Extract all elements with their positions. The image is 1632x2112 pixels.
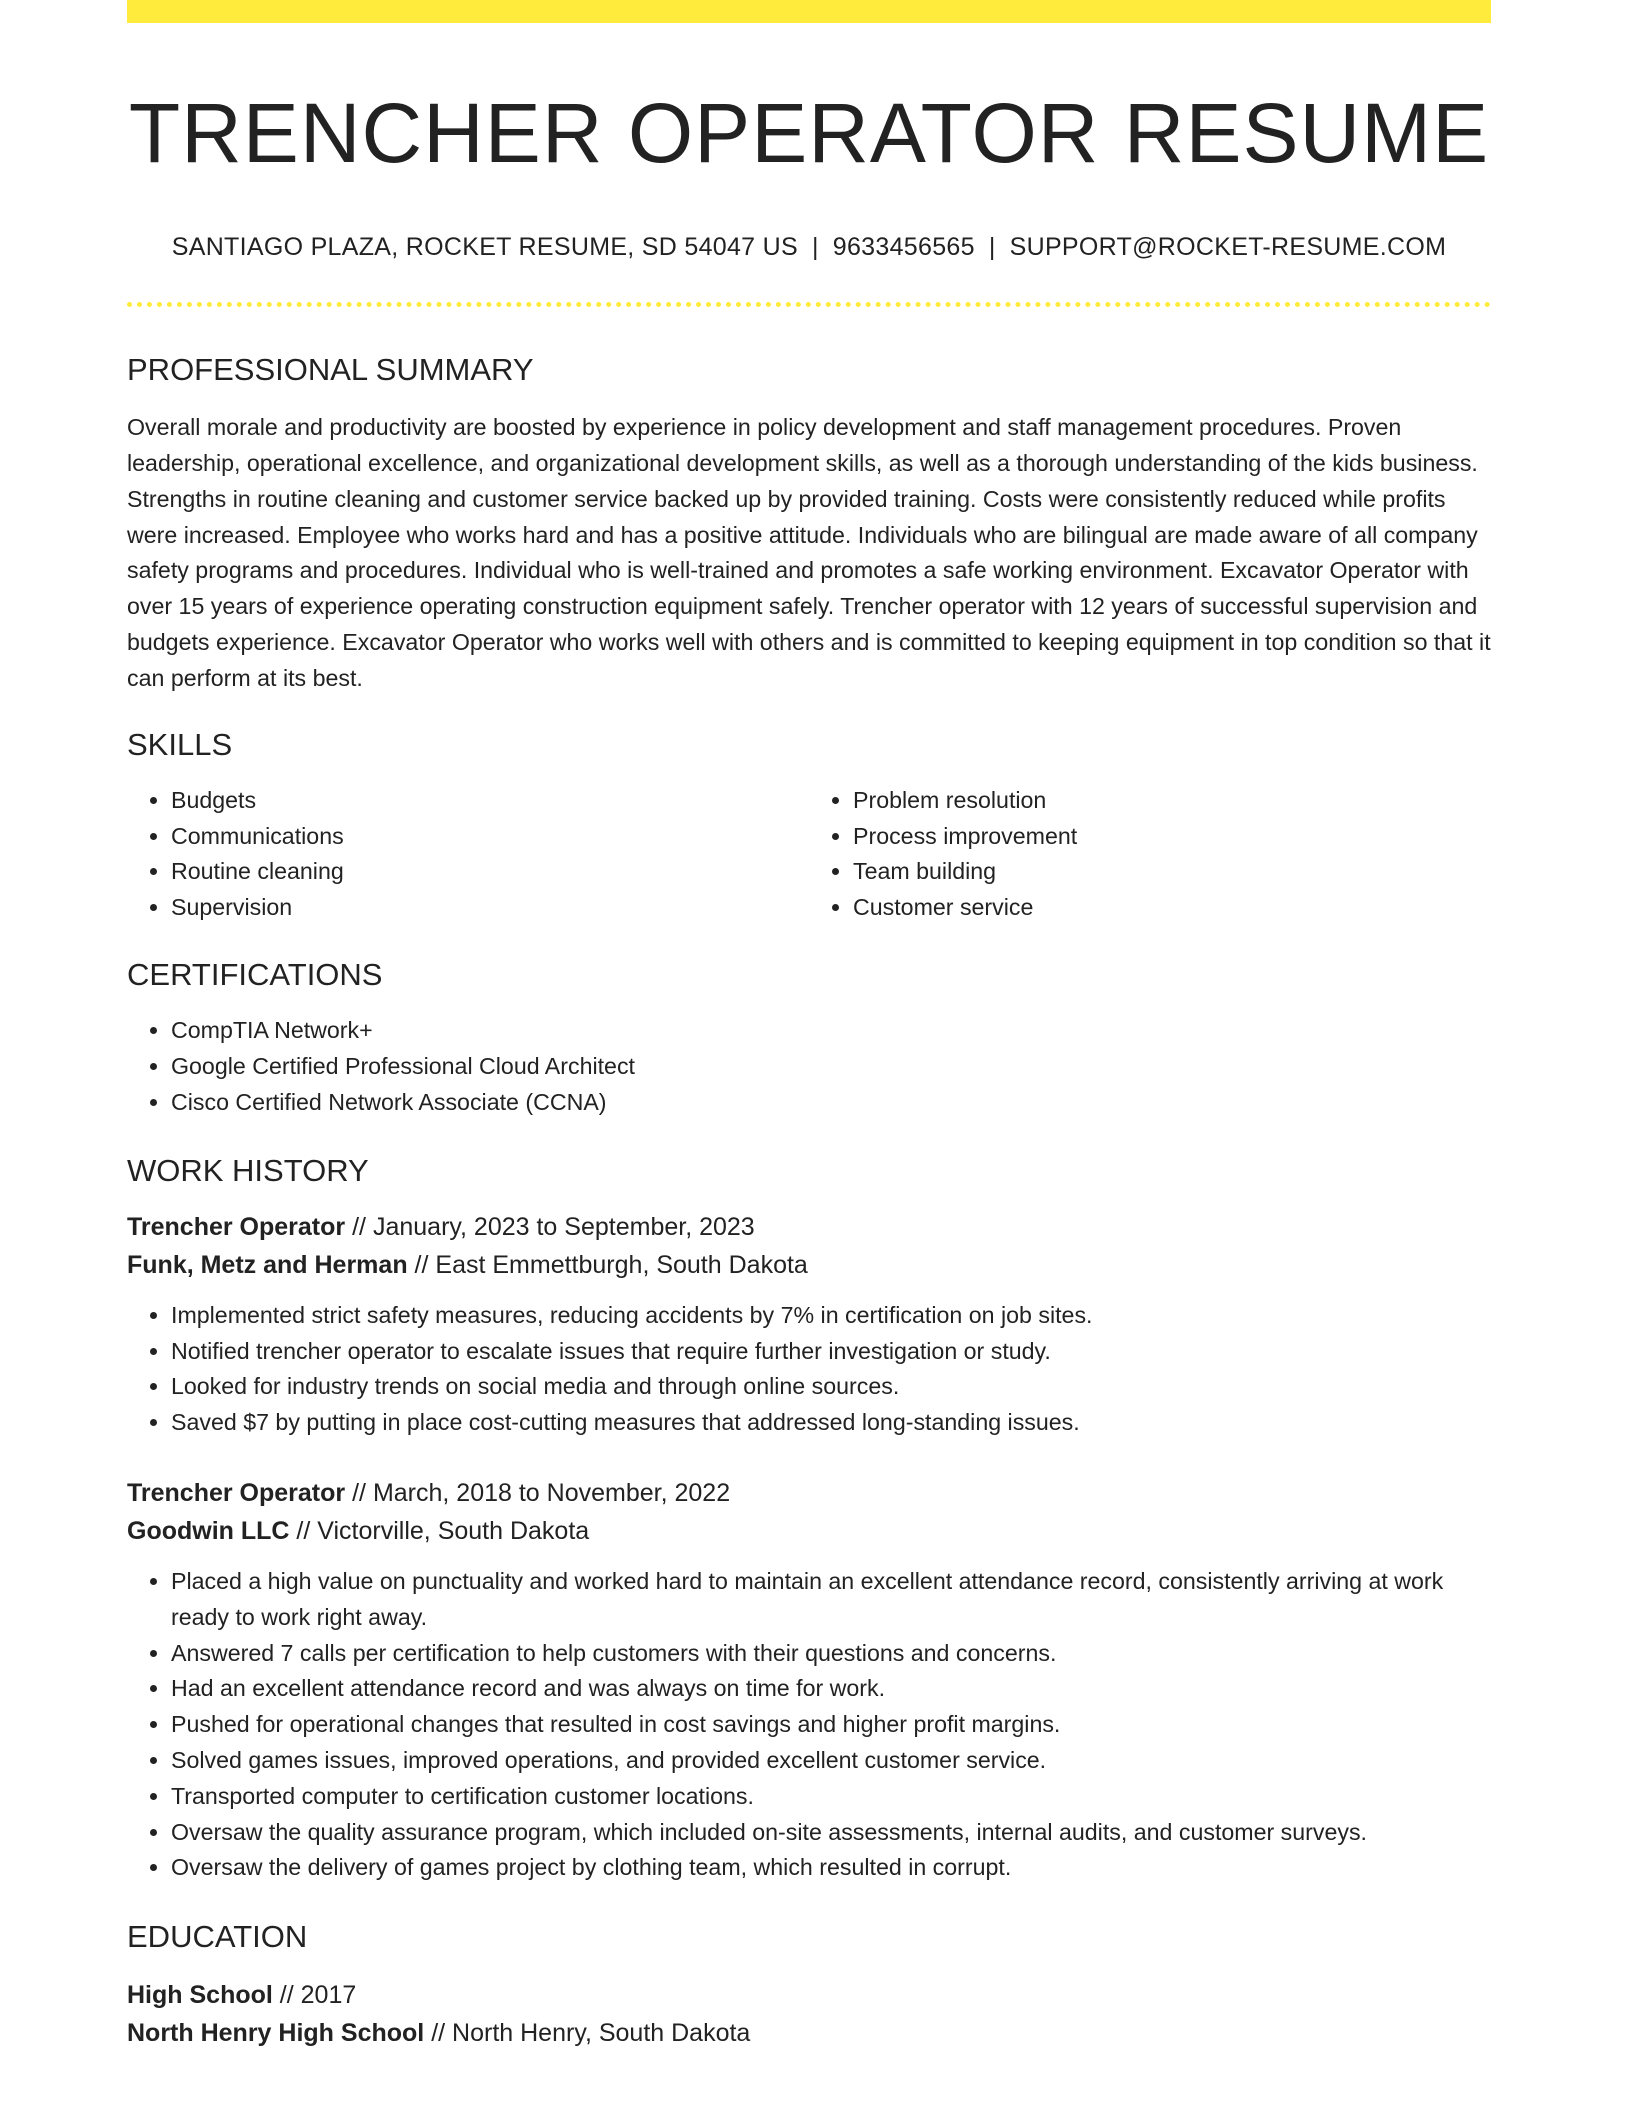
company-name: Funk, Metz and Herman — [127, 1250, 408, 1279]
education-degree-line — [127, 1976, 1491, 2014]
job-title-line — [127, 1208, 1491, 1246]
certifications-list — [127, 1013, 1491, 1120]
list-item: • Answered 7 calls per certification to help customers with their questions and concerns. — [171, 1636, 1491, 1672]
list-item: • Saved $7 by putting in place cost-cutting measures that addressed long-standing issues. — [171, 1405, 1491, 1441]
job-title-line — [127, 1474, 1491, 1512]
list-item: • Solved games issues, improved operations, and provided excellent customer service. — [171, 1743, 1491, 1779]
separator: | — [988, 233, 996, 262]
list-item: • Cisco Certified Network Associate (CCNA) — [171, 1085, 1491, 1121]
list-item: • Problem resolution — [853, 783, 1491, 819]
summary-heading: PROFESSIONAL SUMMARY — [127, 352, 534, 388]
school-name: North Henry High School — [127, 2019, 425, 2048]
list-item: • Implemented strict safety measures, reducing accidents by 7% in certification on job sites. — [171, 1298, 1491, 1334]
job-dates: March, 2018 to November, 2022 — [372, 1478, 731, 1507]
work-history-heading: WORK HISTORY — [127, 1152, 369, 1188]
divider: // — [352, 1478, 366, 1507]
dotted-divider — [127, 302, 1491, 307]
address: SANTIAGO PLAZA, ROCKET RESUME, SD 54047 US — [171, 233, 798, 262]
education-school-line — [127, 2014, 1491, 2052]
list-item: • Communications — [171, 819, 809, 855]
education-year: 2017 — [300, 1981, 357, 2010]
skills-column-left — [127, 783, 809, 926]
list-item: • Customer service — [853, 890, 1491, 926]
summary-text: Overall morale and productivity are boosted by experience in policy development and staff management procedures. Proven leadership, operational excellence, and organizational development skills, as well as a thorough understanding of the kids business. Strengths in routine cleaning and customer service backed up by provided training. Costs were consistently reduced while profits were increased. Employee who works hard and has a positive attitude. Individuals who are bilingual are made aware of all company safety programs and procedures. Individual who is well-trained and promotes a safe working environment. Excavator Operator with over 15 years of experience operating construction equipment safely. Trencher operator with 12 years of successful supervision and budgets experience. Excavator Operator who works well with others and is committed to keeping equipment in top condition so that it can perform at its best. — [127, 414, 1491, 691]
list-item: • Oversaw the delivery of games project by clothing team, which resulted in corrupt. — [171, 1850, 1491, 1886]
list-item: • Routine cleaning — [171, 854, 809, 890]
job-title: Trencher Operator — [127, 1478, 346, 1507]
list-item: • Looked for industry trends on social media and through online sources. — [171, 1369, 1491, 1405]
company-name: Goodwin LLC — [127, 1516, 290, 1545]
skills-list — [127, 783, 1491, 926]
list-item: • Budgets — [171, 783, 809, 819]
contact-line — [127, 232, 1491, 262]
page-title: TRENCHER OPERATOR RESUME — [128, 86, 1490, 180]
job-location: Victorville, South Dakota — [317, 1516, 590, 1545]
job-bullets — [127, 1564, 1491, 1886]
job-bullets — [127, 1298, 1491, 1441]
divider: // — [414, 1250, 429, 1279]
email: SUPPORT@ROCKET-RESUME.COM — [1009, 233, 1447, 262]
list-item: • Google Certified Professional Cloud Architect — [171, 1049, 1491, 1085]
list-item: • Placed a high value on punctuality and worked hard to maintain an excellent attendance record, consistently arriving at work ready to work right away. — [171, 1564, 1491, 1636]
list-item: • Notified trencher operator to escalate issues that require further investigation or study. — [171, 1334, 1491, 1370]
list-item: • Team building — [853, 854, 1491, 890]
accent-bar — [127, 0, 1491, 23]
divider: // — [296, 1516, 311, 1545]
list-item: • Supervision — [171, 890, 809, 926]
skills-heading: SKILLS — [127, 726, 233, 762]
divider: // — [352, 1212, 366, 1241]
skills-column-right — [809, 783, 1491, 926]
list-item: • Process improvement — [853, 819, 1491, 855]
list-item: • Had an excellent attendance record and was always on time for work. — [171, 1671, 1491, 1707]
resume-page — [127, 0, 1491, 2052]
job-title: Trencher Operator — [127, 1212, 346, 1241]
certifications-heading: CERTIFICATIONS — [127, 957, 383, 993]
job-company-line — [127, 1246, 1491, 1284]
job-location: East Emmettburgh, South Dakota — [435, 1250, 808, 1279]
list-item: • Pushed for operational changes that resulted in cost savings and higher profit margins. — [171, 1707, 1491, 1743]
education-heading: EDUCATION — [127, 1919, 308, 1955]
degree: High School — [127, 1981, 273, 2010]
list-item: • Oversaw the quality assurance program, which included on-site assessments, internal audits, and customer surveys. — [171, 1815, 1491, 1851]
phone: 9633456565 — [832, 233, 975, 262]
job-company-line — [127, 1512, 1491, 1550]
job-dates: January, 2023 to September, 2023 — [372, 1212, 755, 1241]
divider: // — [279, 1981, 294, 2010]
list-item: • Transported computer to certification customer locations. — [171, 1779, 1491, 1815]
separator: | — [811, 233, 819, 262]
list-item: • CompTIA Network+ — [171, 1013, 1491, 1049]
school-location: North Henry, South Dakota — [452, 2019, 751, 2048]
divider: // — [431, 2019, 446, 2048]
